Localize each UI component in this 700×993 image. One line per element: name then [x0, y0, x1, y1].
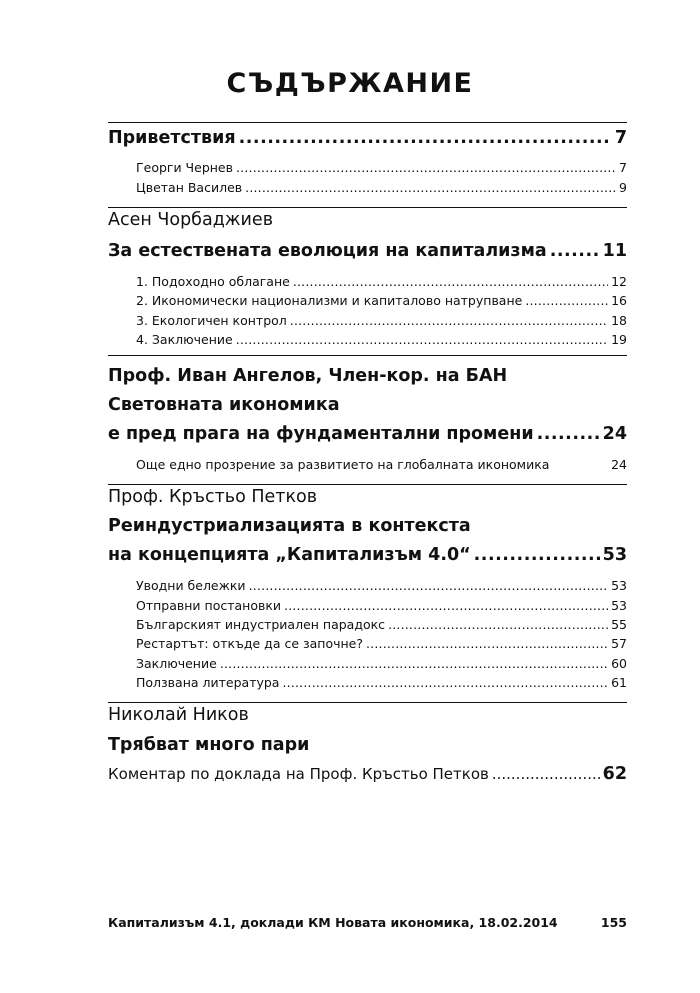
leader-dots — [366, 636, 608, 651]
subentry-page: 7 — [619, 160, 627, 175]
section-divider — [108, 484, 627, 485]
entry-title: За естествената еволюция на капитализма — [108, 241, 547, 261]
page-number: 155 — [600, 915, 627, 930]
subentry-label: Уводни бележки — [136, 578, 246, 593]
leader-dots — [239, 128, 612, 148]
toc-subentry[interactable] — [136, 598, 627, 613]
subentry-label: Рестартът: откъде да се започне? — [136, 636, 363, 651]
section-divider — [108, 702, 627, 703]
entry-title-line: Световната икономика — [108, 395, 340, 415]
subentry-label: Цветан Василев — [136, 180, 243, 195]
entry-page: 7 — [614, 128, 627, 148]
leader-dots — [236, 160, 616, 175]
toc-subentry[interactable] — [136, 578, 627, 593]
subentry-page: 53 — [611, 598, 627, 613]
section-divider — [108, 122, 627, 123]
entry-title: на концепцията „Капитализъм 4.0“ — [108, 545, 471, 565]
section-author: Проф. Кръстьо Петков — [108, 487, 318, 507]
subentry-label: 2. Икономически национализми и капиталово натрупване — [136, 293, 523, 308]
subentry-page: 19 — [611, 332, 627, 347]
section-divider — [108, 355, 627, 356]
footer-text: Капитализъм 4.1, доклади КМ Новата икономика, 18.02.2014 — [108, 915, 558, 930]
subentry-page: 57 — [611, 636, 627, 651]
subentry-page: 18 — [611, 313, 627, 328]
toc-entry-commentary[interactable] — [108, 764, 627, 784]
toc-entry-world-economy[interactable] — [108, 424, 627, 444]
leader-dots — [220, 656, 608, 671]
toc-subentry[interactable] — [136, 636, 627, 651]
page-footer — [108, 915, 627, 930]
subentry-page: 53 — [611, 578, 627, 593]
entry-title: Приветствия — [108, 128, 236, 148]
toc-entry-evolution[interactable] — [108, 241, 627, 261]
subentry-page: 60 — [611, 656, 627, 671]
leader-dots — [474, 545, 600, 565]
entry-title-line: Трябват много пари — [108, 735, 310, 755]
subentry-page: 12 — [611, 274, 627, 289]
leader-dots — [492, 765, 600, 783]
toc-entry-reindustrialization[interactable] — [108, 545, 627, 565]
toc-subentry[interactable] — [136, 457, 627, 472]
subentry-label: Георги Чернев — [136, 160, 233, 175]
entry-title: е пред прага на фундаментални промени — [108, 424, 534, 444]
section-author: Проф. Иван Ангелов, Член-кор. на БАН — [108, 366, 508, 386]
toc-subentry[interactable] — [136, 293, 627, 308]
toc-subentry[interactable] — [136, 160, 627, 175]
subentry-label: Още едно прозрение за развитието на глобалната икономика — [136, 457, 550, 472]
leader-dots — [293, 274, 608, 289]
toc-subentry[interactable] — [136, 180, 627, 195]
toc-subentry[interactable] — [136, 656, 627, 671]
subentry-page: 61 — [611, 675, 627, 690]
subentry-label: Заключение — [136, 656, 217, 671]
leader-dots — [284, 598, 608, 613]
subentry-label: 1. Подоходно облагане — [136, 274, 290, 289]
toc-subentry[interactable] — [136, 332, 627, 347]
entry-page: 62 — [602, 764, 627, 784]
entry-page: 11 — [602, 241, 627, 261]
toc-subentry[interactable] — [136, 675, 627, 690]
leader-dots — [550, 241, 600, 261]
toc-subentry[interactable] — [136, 274, 627, 289]
subentry-label: 4. Заключение — [136, 332, 233, 347]
subentry-page: 9 — [619, 180, 627, 195]
section-author: Николай Ников — [108, 705, 249, 725]
leader-dots — [290, 313, 608, 328]
leader-dots — [245, 180, 616, 195]
leader-dots — [525, 293, 608, 308]
toc-entry-greetings[interactable] — [108, 128, 627, 148]
leader-dots — [282, 675, 608, 690]
subentry-label: Ползвана литература — [136, 675, 280, 690]
entry-title: Коментар по доклада на Проф. Кръстьо Петков — [108, 765, 489, 783]
subentry-label: Българският индустриален парадокс — [136, 617, 386, 632]
entry-page: 24 — [602, 424, 627, 444]
page-title: СЪДЪРЖАНИЕ — [226, 68, 474, 99]
subentry-page: 16 — [611, 293, 627, 308]
leader-dots — [249, 578, 609, 593]
subentry-label: 3. Екологичен контрол — [136, 313, 287, 328]
toc-subentry[interactable] — [136, 617, 627, 632]
leader-dots — [388, 617, 608, 632]
entry-page: 53 — [602, 545, 627, 565]
leader-dots — [537, 424, 600, 444]
toc-subentry[interactable] — [136, 313, 627, 328]
entry-title-line: Реиндустриализацията в контекста — [108, 516, 471, 536]
section-divider — [108, 207, 627, 208]
subentry-label: Отправни постановки — [136, 598, 282, 613]
section-author: Асен Чорбаджиев — [108, 210, 274, 230]
subentry-page: 55 — [611, 617, 627, 632]
subentry-page: 24 — [611, 457, 627, 472]
leader-dots — [236, 332, 608, 347]
